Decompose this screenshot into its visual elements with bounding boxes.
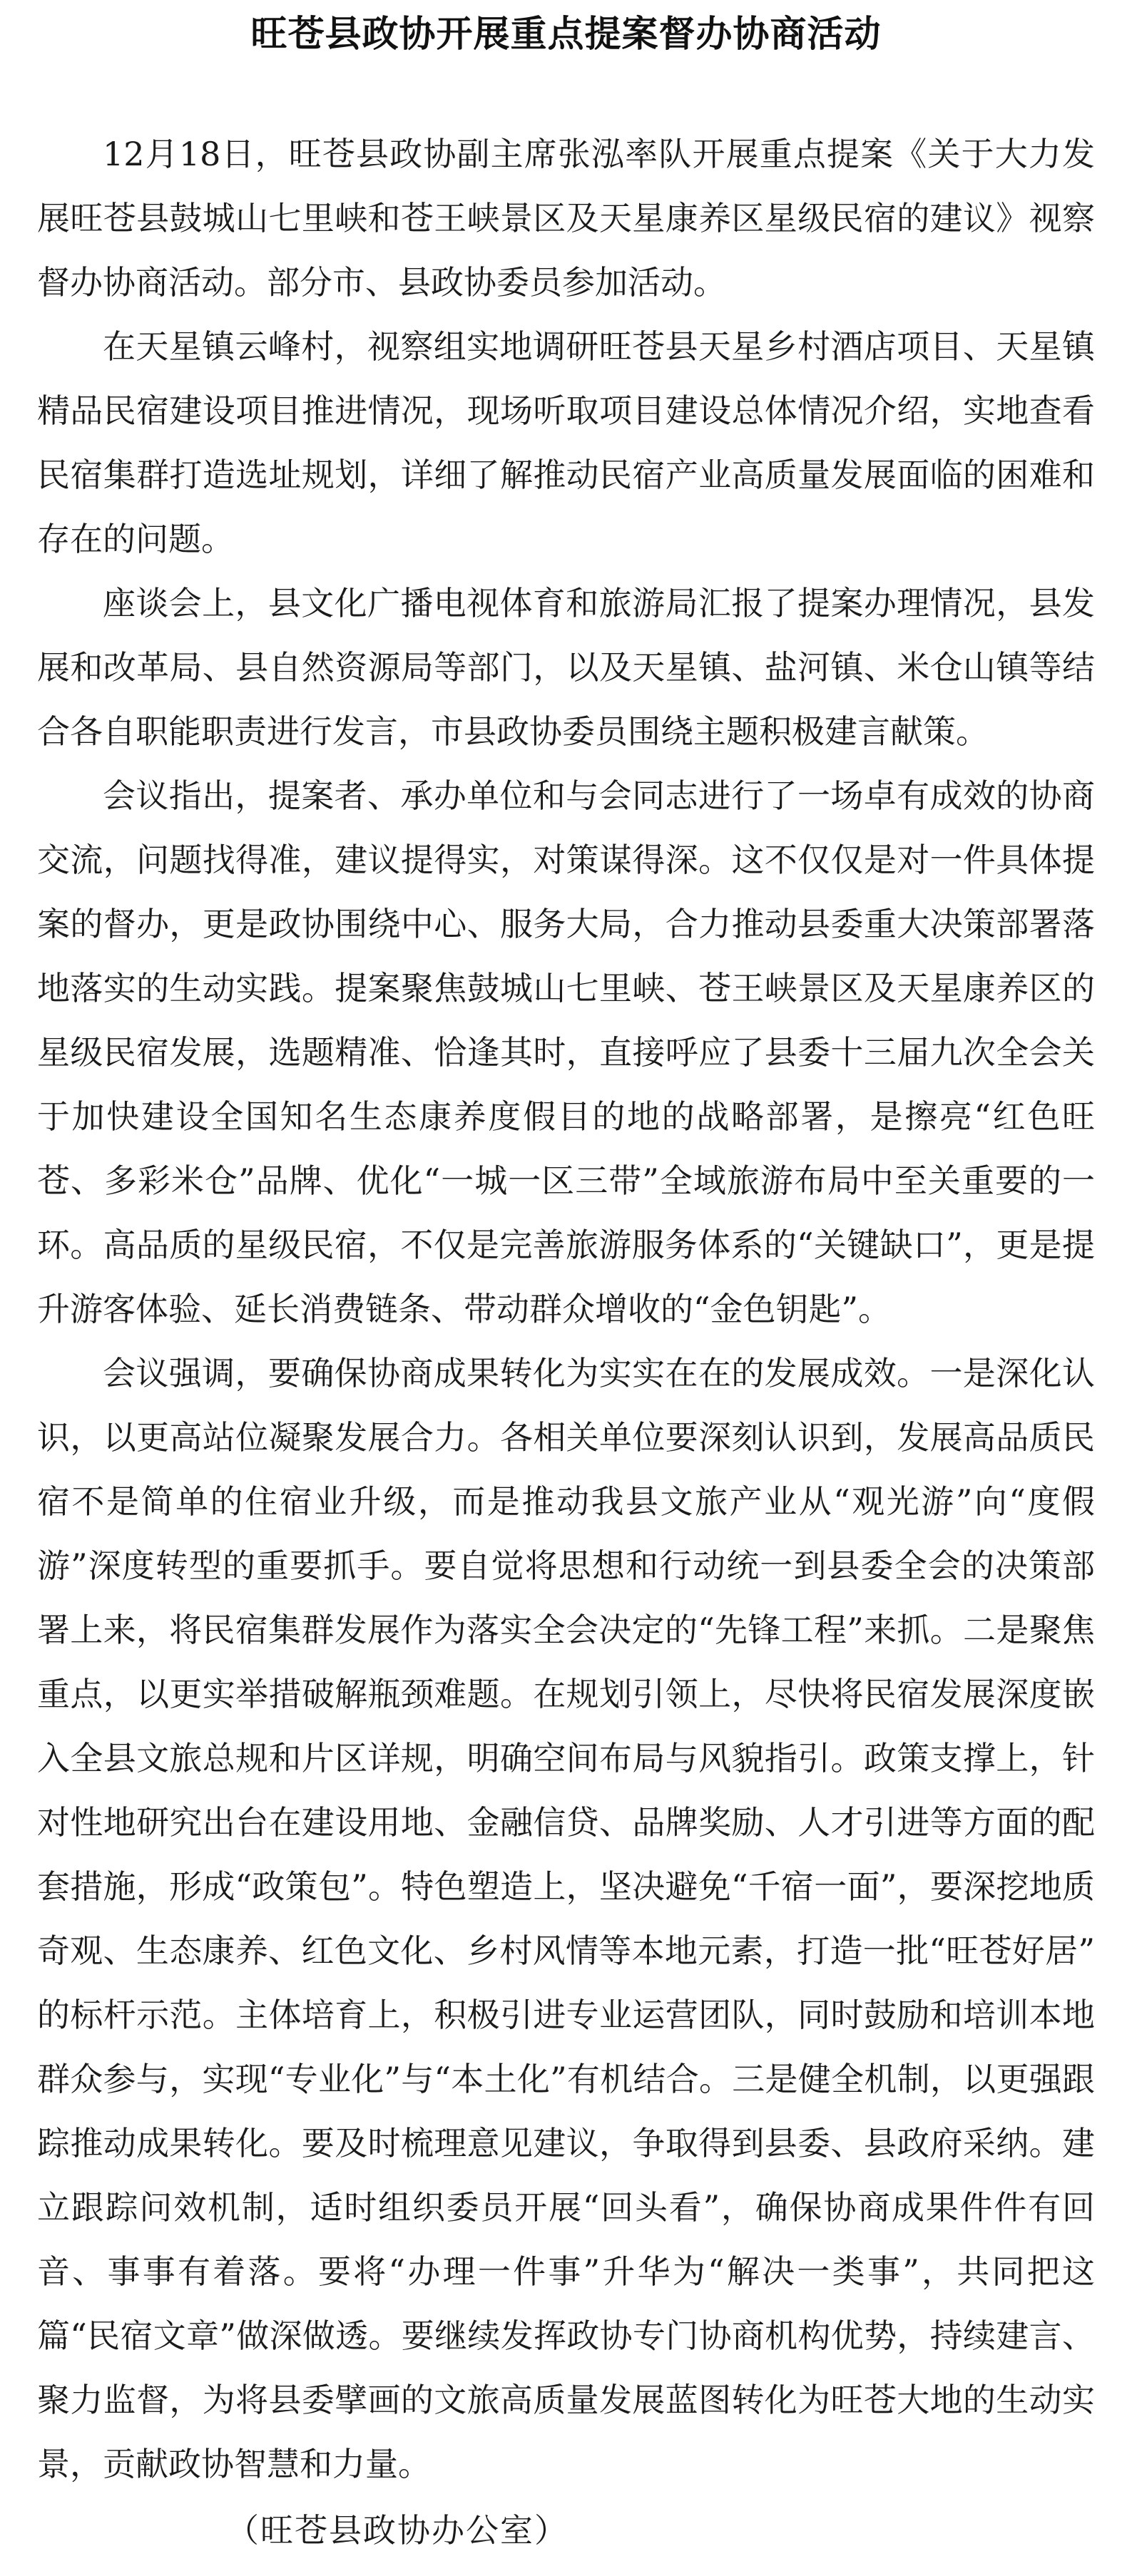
paragraph-4: 会议指出，提案者、承办单位和与会同志进行了一场卓有成效的协商交流，问题找得准，建议提得实，对策谋得深。这不仅仅是对一件具体提案的督办，更是政协围绕中心、服务大局，合力推动县委重大决策部署落地落实的生动实践。提案聚焦鼓城山七里峡、苍王峡景区及天星康养区的星级民宿发展，选题精准、恰逢其时，直接呼应了县委十三届九次全会关于加快建设全国知名生态康养度假目的地的战略部署，是擦亮“红色旺苍、多彩米仓”品牌、优化“一城一区三带”全域旅游布局中至关重要的一环。高品质的星级民宿，不仅是完善旅游服务体系的“关键缺口”，更是提升游客体验、延长消费链条、带动群众增收的“金色钥匙”。 bbox=[37, 776, 1095, 1328]
paragraph-3: 座谈会上，县文化广播电视体育和旅游局汇报了提案办理情况，县发展和改革局、县自然资源局等部门，以及天星镇、盐河镇、米仓山镇等结合各自职能职责进行发言，市县政协委员围绕主题积极建言献策。 bbox=[37, 584, 1095, 751]
paragraph-1: 12月18日，旺苍县政协副主席张泓率队开展重点提案《关于大力发展旺苍县鼓城山七里峡和苍王峡景区及天星康养区星级民宿的建议》视察督办协商活动。部分市、县政协委员参加活动。 bbox=[37, 135, 1095, 302]
paragraph-2: 在天星镇云峰村，视察组实地调研旺苍县天星乡村酒店项目、天星镇精品民宿建设项目推进情况，现场听取项目建设总体情况介绍，实地查看民宿集群打造选址规划，详细了解推动民宿产业高质量发展面临的困难和存在的问题。 bbox=[37, 327, 1095, 558]
paragraph-5: 会议强调，要确保协商成果转化为实实在在的发展成效。一是深化认识，以更高站位凝聚发展合力。各相关单位要深刻认识到，发展高品质民宿不是简单的住宿业升级，而是推动我县文旅产业从“观光游”向“度假游”深度转型的重要抓手。要自觉将思想和行动统一到县委全会的决策部署上来，将民宿集群发展作为落实全会决定的“先锋工程”来抓。二是聚焦重点，以更实举措破解瓶颈难题。在规划引领上，尽快将民宿发展深度嵌入全县文旅总规和片区详规，明确空间布局与风貌指引。政策支撑上，针对性地研究出台在建设用地、金融信贷、品牌奖励、人才引进等方面的配套措施，形成“政策包”。特色塑造上，坚决避免“千宿一面”，要深挖地质奇观、生态康养、红色文化、乡村风情等本地元素，打造一批“旺苍好居” 的标杆示范。主体培育上，积极引进专业运营团队，同时鼓励和培训本地群众参与，实现“专业化”与“本土化”有机结合。三是健全机制，以更强跟踪推动成果转化。要及时梳理意见建议，争取得到县委、县政府采纳。建立跟踪问效机制，适时组织委员开展“回头看”，确保协商成果件件有回音、事事有着落。要将“办理一件事”升华为“解决一类事”，共同把这篇“民宿文章”做深做透。要继续发挥政协专门协商机构优势，持续建言、聚力监督，为将县委擘画的文旅高质量发展蓝图转化为旺苍大地的生动实景，贡献政协智慧和力量。 bbox=[37, 1354, 1095, 2483]
article-signature: （旺苍县政协办公室） bbox=[226, 2511, 568, 2550]
article-title: 旺苍县政协开展重点提案督办协商活动 bbox=[250, 13, 882, 56]
article-body bbox=[37, 122, 1095, 2560]
